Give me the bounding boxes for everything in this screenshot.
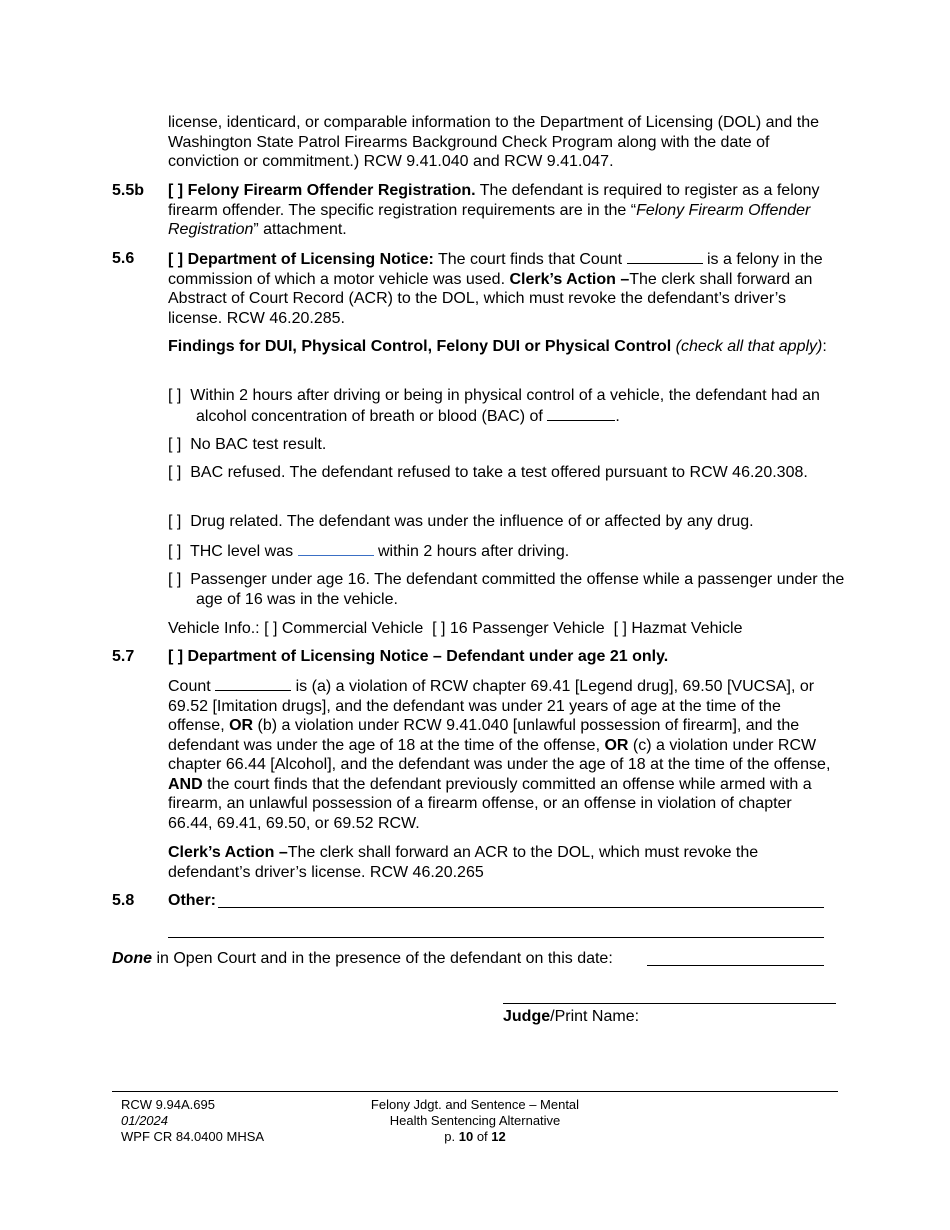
footer-title-line-2: Health Sentencing Alternative (389, 1113, 561, 1128)
other-input-line-2[interactable] (168, 937, 824, 938)
intro-continued-paragraph: license, identicard, or comparable information to the Department of Licensing (DOL) and the Washington State Patrol Firearms Background Check Program along with the date of conviction or commitment.) RCW 9.41.040 and RCW 9.41.047. (168, 114, 820, 170)
judge-print-name: /Print Name: (550, 1008, 640, 1025)
body-part-c: (c) a violation under RCW chapter 66.44 [Alcohol], and the defendant was under the age of 18 at the time of the offense, (168, 736, 831, 773)
finding-checkbox[interactable]: [ ] (168, 464, 182, 481)
count-blank-5-7[interactable] (215, 676, 291, 691)
section-5-5b-title: Felony Firearm Offender Registration. (187, 182, 476, 199)
finding-checkbox[interactable]: [ ] (168, 387, 182, 404)
section-5-5b-italic: Felony Firearm Offender Registration (168, 201, 811, 238)
or-keyword: OR (604, 736, 629, 754)
vehicle-info: Vehicle Info.: [ ] Commercial Vehicle [ ] 16 Passenger Vehicle [ ] Hazmat Vehicle (168, 620, 743, 637)
finding-item-drug (168, 512, 876, 532)
finding-suffix: . (615, 407, 620, 425)
footer-divider (112, 1091, 838, 1092)
checkbox-5-5b[interactable]: [ ] (168, 182, 184, 199)
finding-checkbox[interactable]: [ ] (168, 571, 182, 588)
body-part-a: is (a) a violation of RCW chapter 69.41 [Legend drug], 69.50 [VUCSA], or 69.52 [Imitation drugs], and the defendant was under 21 years of age at the time of the offense, (168, 678, 815, 734)
footer-statute: RCW 9.94A.695 (121, 1097, 215, 1112)
page-total: 12 (491, 1129, 506, 1144)
finding-item-no-bac (168, 435, 856, 455)
other-label: Other: (168, 892, 216, 909)
checkbox-5-6[interactable]: [ ] (168, 251, 184, 268)
footer-center (330, 1097, 620, 1145)
finding-text: THC level was (189, 543, 294, 560)
judge-label (503, 1007, 639, 1027)
section-number-5-5b: 5.5b (112, 182, 145, 199)
section-5-6-paragraph (168, 249, 843, 328)
section-5-7-body (168, 676, 836, 833)
findings-note: (check all that apply) (675, 338, 823, 355)
done-text: in Open Court and in the presence of the defendant on this date: (156, 950, 613, 967)
page-prefix: p. (444, 1129, 456, 1144)
findings-title: Findings for DUI, Physical Control, Felony DUI or Physical Control (168, 338, 672, 355)
count-label-5-7: Count (168, 678, 211, 695)
other-input-line-1[interactable] (218, 907, 824, 908)
finding-suffix: within 2 hours after driving. (378, 543, 570, 560)
finding-checkbox[interactable]: [ ] (168, 543, 182, 560)
findings-colon: : (822, 338, 827, 355)
finding-text: Within 2 hours after driving or being in physical control of a vehicle, the defendant had an alcohol concentration of breath or blood (BAC) of (190, 387, 820, 425)
thc-blank[interactable] (298, 541, 374, 556)
footer-form-number: WPF CR 84.0400 MHSA (121, 1129, 265, 1144)
section-5-5b-text1: The defendant is required to register as a felony firearm offender. The specific registration requirements are in the “ (168, 182, 820, 219)
finding-text: Passenger under age 16. The defendant committed the offense while a passenger under the age of 16 was in the vehicle. (190, 571, 845, 608)
bac-blank[interactable] (547, 406, 615, 421)
clerk-action-label-5-7: Clerk’s Action – (168, 844, 288, 861)
findings-heading (168, 337, 828, 357)
page-current: 10 (458, 1129, 474, 1144)
finding-text: Drug related. The defendant was under the influence of or affected by any drug. (190, 513, 754, 530)
section-5-5b-text2: ” attachment. (253, 221, 347, 238)
section-number-5-7: 5.7 (112, 648, 135, 665)
finding-checkbox[interactable]: [ ] (168, 513, 182, 530)
clerk-action-5-7 (168, 843, 828, 882)
section-number-5-8: 5.8 (112, 892, 135, 909)
clerk-action-label-5-6: Clerk’s Action – (509, 270, 630, 288)
section-5-6-text1: The court finds that Count (437, 251, 623, 268)
and-keyword: AND (168, 775, 203, 793)
clerk-action-text-5-6: The clerk shall forward an Abstract of Court Record (ACR) to the DOL, which must revoke the defendant’s driver’s license. RCW 46.20.285. (168, 270, 813, 327)
finding-text: No BAC test result. (190, 436, 327, 453)
footer-date: 01/2024 (121, 1113, 168, 1128)
finding-text: BAC refused. The defendant refused to take a test offered pursuant to RCW 46.20.308. (190, 464, 808, 481)
finding-checkbox[interactable]: [ ] (168, 436, 182, 453)
footer-left (121, 1097, 264, 1145)
finding-item-thc (168, 541, 856, 562)
body-part-b: (b) a violation under RCW 9.41.040 [unlawful possession of firearm], and the defendant was under the age of 18 at the time of the offense, (168, 717, 800, 754)
count-blank-5-6[interactable] (627, 249, 703, 264)
finding-item-passenger (168, 570, 856, 609)
section-5-7-title: [ ] Department of Licensing Notice – Defendant under age 21 only. (168, 648, 669, 665)
finding-item-bac (168, 386, 856, 426)
footer-page-number (330, 1129, 620, 1145)
done-label: Done (112, 950, 152, 967)
judge-bold: Judge (503, 1008, 551, 1025)
judge-signature-line[interactable] (503, 1003, 836, 1004)
section-5-5b-paragraph (168, 181, 838, 240)
clerk-action-text-5-7: The clerk shall forward an ACR to the DOL, which must revoke the defendant’s driver’s license. RCW 46.20.265 (168, 844, 759, 881)
section-5-6-text2: is a felony in the commission of which a motor vehicle was used. (168, 251, 823, 288)
finding-item-bac-refused (168, 463, 856, 483)
footer-title-line-1: Felony Jdgt. and Sentence – Mental (370, 1097, 580, 1112)
date-input-line[interactable] (647, 965, 824, 966)
section-5-6-title: Department of Licensing Notice: (187, 251, 434, 268)
done-statement (112, 949, 652, 969)
body-part-d: the court finds that the defendant previously committed an offense while armed with a firearm, an unlawful possession of a firearm offense, or an offense in violation of chapter 66.44, 69.41, 69.50, or 69.52 RCW. (168, 775, 812, 832)
or-keyword: OR (229, 717, 254, 734)
page-of: of (476, 1129, 488, 1144)
section-number-5-6: 5.6 (112, 250, 135, 267)
